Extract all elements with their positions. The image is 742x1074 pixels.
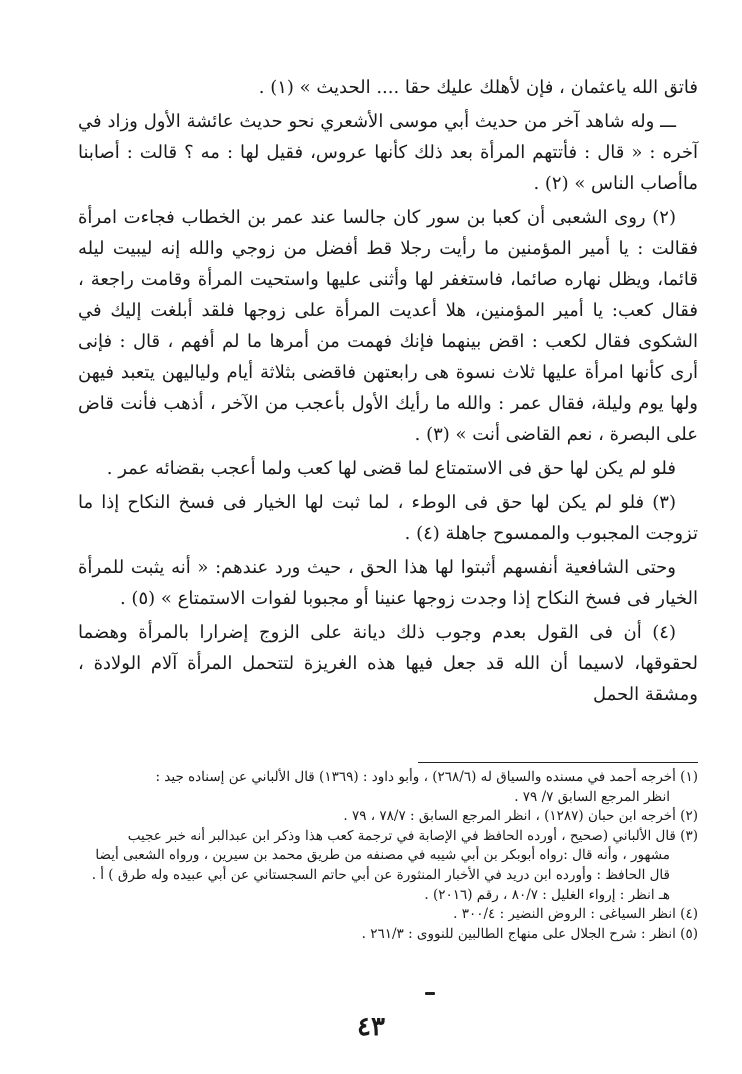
footnote-3: (٣) قال الألباني (صحيح ، أورده الحافظ في الإصابة في ترجمة كعب هذا وذكر ابن عبدالبر أنه خبر عجيب [127, 827, 698, 844]
footnote-3-line-4: هـ انظر : إرواء الغليل : ٨٠/٧ ، رقم (٢٠١٦) . [424, 886, 670, 903]
footnote-3-line-2: مشهور ، وأنه قال :رواه أبوبكر بن أبي شيبه في مصنفه من طريق محمد بن سيرين ، ورواه الشعبى أيضا [95, 847, 670, 864]
paragraph-1: فاتق الله ياعثمان ، فإن لأهلك عليك حقا .... الحديث » (١) . [258, 77, 698, 98]
footnote-2: (٢) أخرجه ابن حبان (١٢٨٧) ، انظر المرجع السابق : ٧٨/٧ ، ٧٩ . [343, 808, 698, 825]
paragraph-7: (٤) أن فى القول بعدم وجوب ذلك ديانة على الزوج إضرارا بالمرأة وهضما لحقوقها، لاسيما أن الله قد جعل فيها هذه الغريزة لتتحمل المرأة آلام الولادة ، ومشقة الحمل [78, 622, 698, 705]
footnote-4: (٤) انظر السياغى : الروض النضير : ٣٠٠/٤ . [453, 906, 698, 923]
page-number: ٤٣ [357, 1012, 385, 1042]
paragraph-4: فلو لم يكن لها حق فى الاستمتاع لما قضى لها كعب ولما أعجب بقضائه عمر . [106, 458, 676, 479]
paragraph-5: (٣) فلو لم يكن لها حق فى الوطء ، لما ثبت لها الخيار فى فسخ النكاح إذا ما تزوجت المجبوب والممسوح جاهلة (٤) . [78, 492, 698, 544]
footnote-1-continued: انظر المرجع السابق ٧/ ٧٩ . [514, 788, 670, 805]
paragraph-6: وحتى الشافعية أنفسهم أثبتوا لها هذا الحق ، حيث ورد عندهم: « أنه يثبت للمرأة الخيار فى فسخ النكاح إذا وجدت زوجها عنينا أو مجبوبا لفوات الاستمتاع » (٥) . [78, 557, 698, 609]
footnote-5: (٥) انظر : شرح الجلال على منهاج الطالبين للنووى : ٢٦١/٣ . [361, 925, 698, 942]
footnote-1: (١) أخرجه أحمد في مسنده والسياق له (٢٦٨/٦) ، وأبو داود : (١٣٦٩) قال الألباني عن إسناده جيد : [155, 769, 698, 785]
paragraph-3: (٢) روى الشعبى أن كعبا بن سور كان جالسا عند عمر بن الخطاب فجاءت امرأة فقالت : يا أمير المؤمنين ما رأيت رجلا قط أفضل من زوجي والله إنه ليبيت ليله قائما، ويظل نهاره صائما، فاستغفر لها وأثنى عليها واستحيت المرأة وقامت راجعة ، فقال كعب: يا أمير المؤمنين، هلا أعديت المرأة على زوجها فلقد أبلغت إليك في الشكوى فقال لكعب : اقض بينهما فإنك فهمت من أمرها ما لم أفهم ، قال : فإنى أرى كأنها امرأة عليها ثلاث نسوة هى رابعتهن فاقضى بثلاثة أيام ولياليهن يتعبد فيهن ولها يوم وليلة، فقال عمر : والله ما رأيك الأول بأعجب من الآخر ، أذهب فأنت قاض على البصرة ، نعم القاضى أنت » (٣) . [78, 207, 698, 445]
footnotes [78, 768, 698, 944]
footnote-separator [418, 762, 698, 763]
ink-dash [425, 992, 435, 995]
footnote-3-line-3: قال الحافظ : وأورده ابن دريد في الأخبار المنثورة عن أبي حاتم السجستاني عن أبي عبيده وله طرق ) أ . [91, 866, 670, 883]
main-text [78, 72, 698, 713]
paragraph-2: ـــ وله شاهد آخر من حديث أبي موسى الأشعري نحو حديث عائشة الأول وزاد في آخره : « قال : فأتتهم المرأة بعد ذلك كأنها عروس، فقيل لها : مه ؟ قالت : أصابنا ماأصاب الناس » (٢) . [78, 111, 698, 194]
